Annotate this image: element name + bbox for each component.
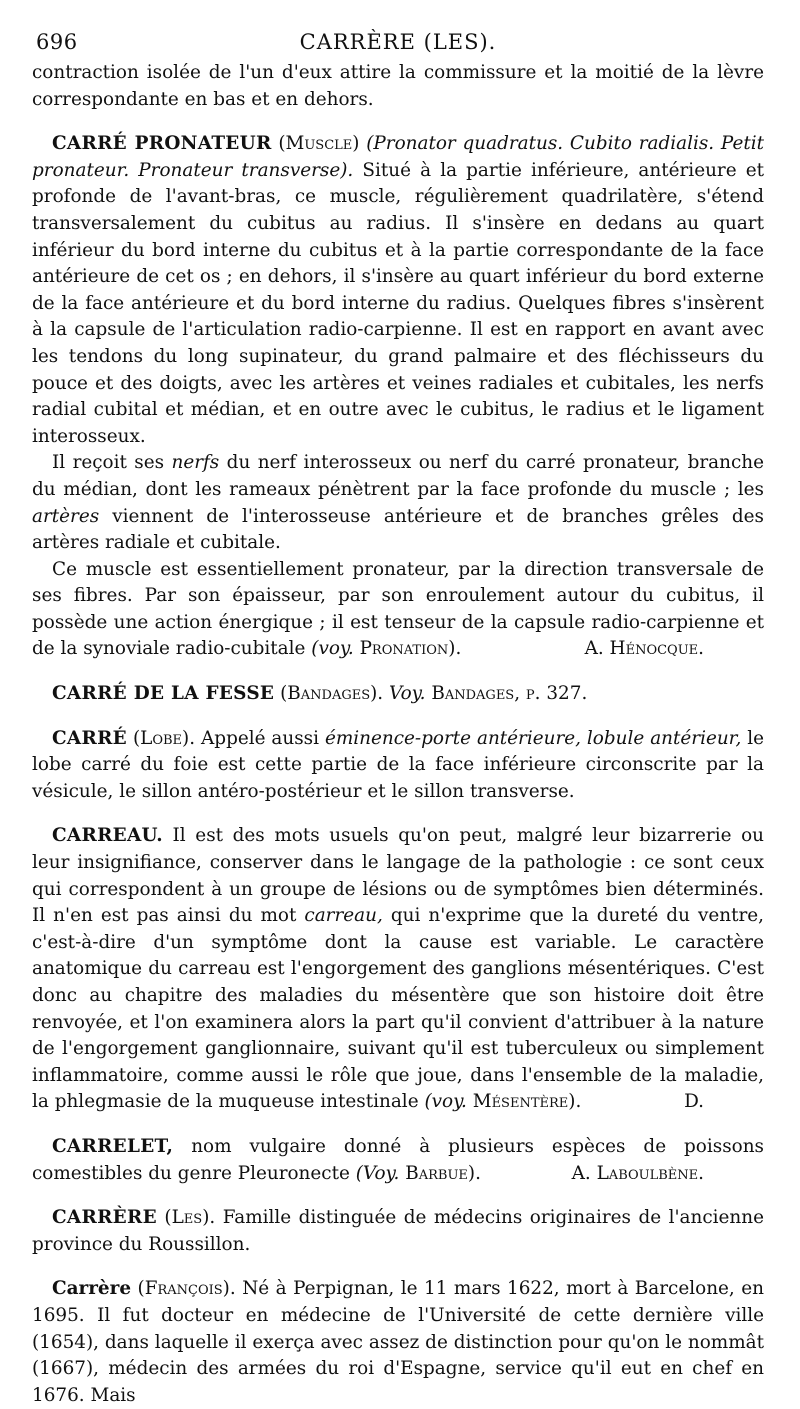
- entry-paragraph: [32, 557, 764, 663]
- entry-paragraph: [32, 681, 764, 708]
- entry-paragraph: [32, 450, 764, 556]
- entry-category: (François).: [137, 1278, 236, 1300]
- entry-carre-pronateur: [32, 131, 764, 663]
- page-body: [32, 60, 764, 1409]
- entry-headword: CARRÉ: [52, 727, 127, 749]
- author-signature: A. Laboulbène.: [571, 1162, 704, 1184]
- italic-term: carreau,: [304, 905, 383, 927]
- entry-text: Famille distinguée de médecins originaires de l'ancienne province du Roussillon.: [32, 1207, 765, 1255]
- entry-carrere-francois: [32, 1276, 764, 1409]
- entry-carreau: [32, 823, 764, 1116]
- entry-text: le lobe carré du foie est cette partie de la face inférieure circonscrite par la vésicule, le sillon antéro-postérieur et le sillon transverse.: [32, 727, 765, 802]
- cross-reference-voy: (voy.: [311, 638, 354, 660]
- continuation-text: contraction isolée de l'un d'eux attire la commissure et la moitié de la lèvre correspondante en bas et en dehors.: [32, 62, 764, 110]
- cross-reference-voy: Voy.: [389, 683, 426, 705]
- entry-headword: CARREAU.: [52, 825, 163, 847]
- entry-headword: CARRÉ DE LA FESSE: [52, 683, 275, 705]
- entry-paragraph: [32, 1134, 764, 1187]
- running-head: [32, 30, 764, 60]
- entry-headword: CARRÈRE: [52, 1207, 157, 1229]
- cross-reference-target: Barbue).: [405, 1162, 481, 1184]
- cross-reference-target: Pronation).: [359, 638, 462, 660]
- entry-text: nom vulgaire donné à plusieurs espèces de poissons comestibles du genre Pleuronecte: [32, 1135, 764, 1184]
- entry-synonyms: (Pronator quadratus. Cubito radialis. Petit pronateur. Pronateur transverse).: [32, 133, 764, 181]
- entry-paragraph: [32, 726, 764, 806]
- italic-term: éminence-porte antérieure, lobule antérieur,: [324, 727, 742, 749]
- author-signature: A. Hénocque.: [584, 638, 704, 660]
- entry-paragraph: [32, 1276, 764, 1409]
- entry-text: du nerf interosseux ou nerf du carré pronateur, branche du médian, dont les rameaux pénètrent par la face profonde du muscle ; les: [32, 452, 764, 500]
- entry-category: (Muscle): [278, 133, 360, 155]
- author-signature: D.: [684, 1091, 704, 1113]
- entry-text: Il est des mots usuels qu'on peut, malgré leur bizarrerie ou leur insignifiance, conserver dans le langage de la pathologie : ce sont ceux qui correspondent à un groupe de lésions ou de symptômes bien déterminés. Il n'en est pas ainsi du mot: [32, 825, 764, 927]
- entry-text: Né à Perpignan, le 11 mars 1622, mort à Barcelone, en 1695. Il fut docteur en médecine de l'Université de cette dernière ville (1654), dans laquelle il exerça avec assez de distinction pour qu'on le nommât (1667), médecin des armées du roi d'Espagne, service qu'il eut en chef en 1676. Mais: [32, 1278, 764, 1406]
- entry-carrelet: [32, 1134, 764, 1187]
- entry-category: (Lobe).: [132, 727, 196, 749]
- entry-paragraph: [32, 1205, 764, 1258]
- entry-text: qui n'exprime que la dureté du ventre, c'est-à-dire d'un symptôme dont la cause est variable. Le caractère anatomique du carreau est l'engorgement des ganglions mésentériques. C'est donc au chapitre des maladies du mésentère que son histoire doit être renvoyée, et l'on examinera alors la part qu'il convient d'attribuer à la nature de l'engorgement ganglionnaire, suivant qu'il est tuberculeux ou simplement inflammatoire, comme aussi le rôle que joue, dans l'ensemble de la maladie, la phlegmasie de la muqueuse intestinale: [32, 905, 764, 1113]
- dictionary-page: [32, 30, 764, 1409]
- entry-headword: Carrère: [52, 1278, 132, 1300]
- cross-reference-target: Mésentère).: [472, 1091, 582, 1113]
- cross-reference-voy: (Voy.: [355, 1162, 400, 1184]
- entry-text: viennent de l'interosseuse antérieure et de branches grêles des artères radiale et cubitale.: [32, 505, 764, 554]
- cross-reference-target: Bandages, p. 327.: [431, 683, 588, 705]
- entry-headword: CARRELET,: [52, 1135, 174, 1157]
- italic-term: nerfs: [171, 452, 220, 474]
- entry-category: (Bandages).: [280, 683, 384, 705]
- cross-reference-voy: (voy.: [424, 1091, 467, 1113]
- entry-carre-lobe: [32, 726, 764, 806]
- entry-text: Ce muscle est essentiellement pronateur, par la direction transversale de ses fibres. Par son épaisseur, par son enroulement autour du cubitus, il possède une action énergique ; il est tenseur de la capsule radio-carpienne et de la synoviale radio-cubitale: [32, 558, 764, 660]
- entry-carre-de-la-fesse: [32, 681, 764, 708]
- entry-text: Il reçoit ses: [52, 452, 165, 474]
- entry-paragraph: [32, 131, 764, 450]
- entry-text: Situé à la partie inférieure, antérieure et profonde de l'avant-bras, ce muscle, régulièrement quadrilatère, s'étend transversalement du cubitus au radius. Il s'insère en dedans au quart inférieur du bord interne du cubitus et à la partie correspondante de la face antérieure de cet os ; en dehors, il s'insère au quart inférieur du bord externe de la face antérieure et du bord interne du radius. Quelques fibres s'insèrent à la capsule de l'articulation radio-carpienne. Il est en rapport en avant avec les tendons du long supinateur, du grand palmaire et des fléchisseurs du pouce et des doigts, avec les artères et veines radiales et cubitales, les nerfs radial cubital et médian, et en outre avec le cubitus, le radius et le ligament interosseux.: [32, 159, 764, 447]
- entry-headword: CARRÉ PRONATEUR: [52, 133, 272, 155]
- page-number: 696: [36, 30, 78, 54]
- entry-category: (Les).: [164, 1207, 216, 1229]
- running-title: CARRÈRE (LES).: [299, 30, 497, 54]
- entry-paragraph: [32, 823, 764, 1116]
- entry-text: Appelé aussi: [201, 727, 319, 749]
- italic-term: artères: [32, 505, 100, 527]
- entry-carrere-les: [32, 1205, 764, 1258]
